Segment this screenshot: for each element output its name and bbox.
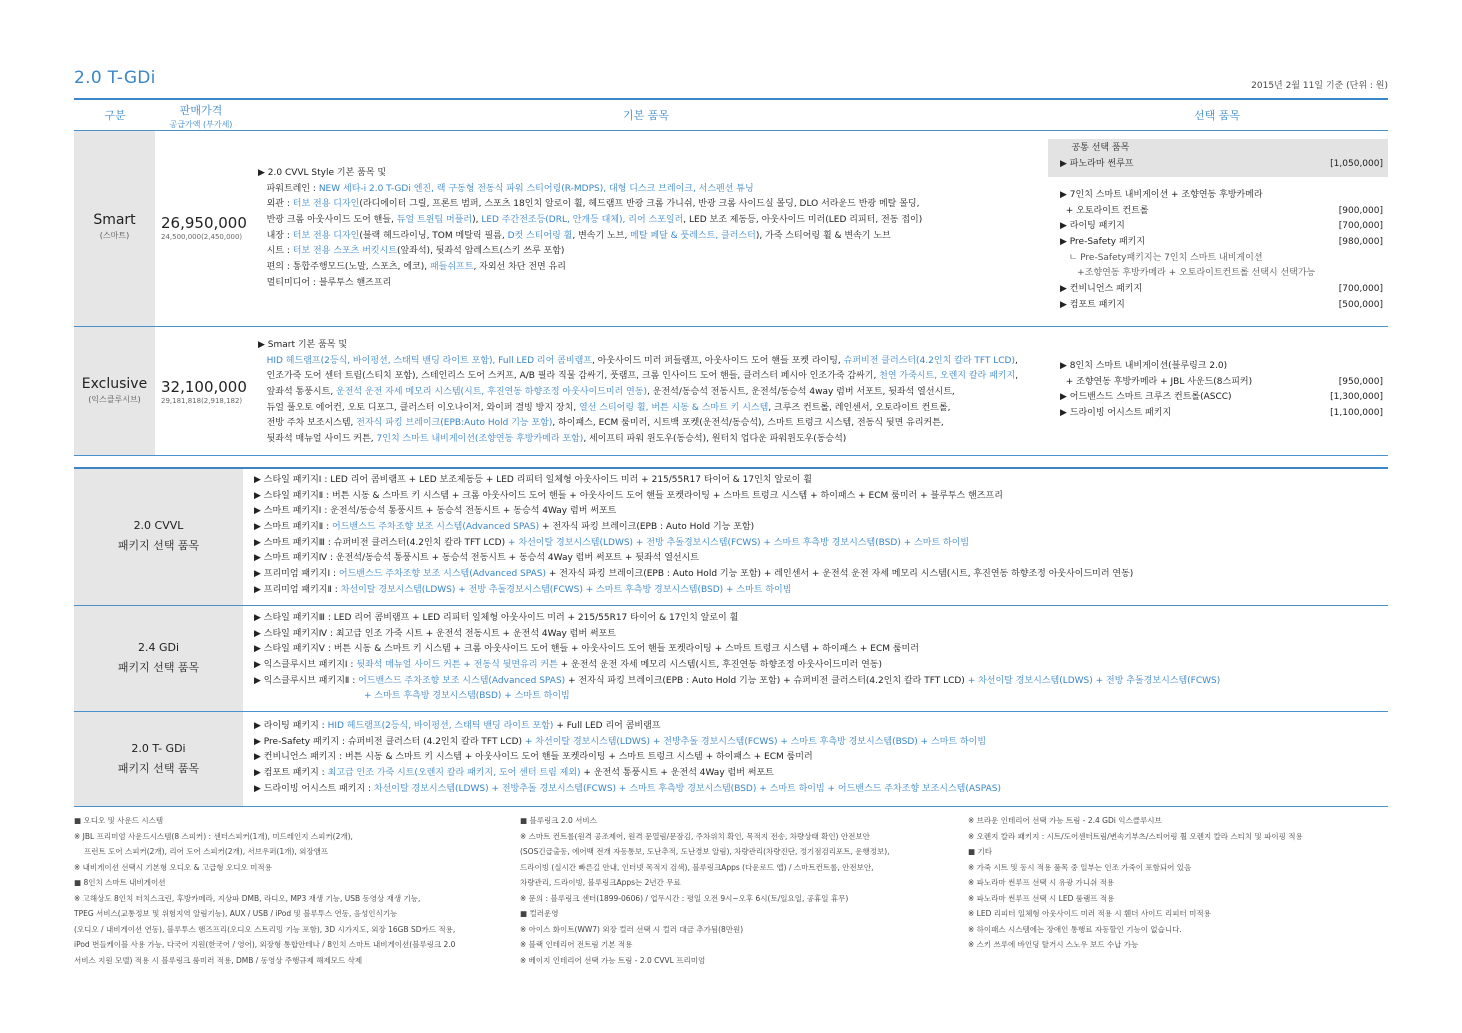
package-item: ▶ 스타일 패키지Ⅲ : LED 리어 콤비램프 + LED 리피터 일체형 아웃사이드 미러 + 215/55R17 타이어 & 17인치 알로이 휠 <box>254 613 739 623</box>
smart-line: 반광 크롬 아웃사이드 도어 핸들, 듀얼 트윈팁 머플러), LED 주간전조등(DRL, 안개등 대체), 리어 스포일러, LED 보조 제동등, 아웃사이드 미러(LED 리피터, 전동 접이) <box>266 215 923 226</box>
smart-line: 시트 : 터보 전용 스포츠 버킷시트(앞좌석), 뒷좌석 암레스트(스키 쓰루 포함) <box>266 246 565 257</box>
option-row: ▶ 드라이빙 어시스트 패키지 [1,100,000] <box>1060 408 1383 419</box>
row-divider <box>74 326 1388 327</box>
exclusive-line: 뒷좌석 매뉴얼 사이드 커튼, 7인치 스마트 내비게이션(조향연동 후방카메라 포함), 세이프티 파워 윈도우(동승석), 원터치 업다운 파워윈도우(동승석) <box>266 434 847 445</box>
exclusive-price <box>161 378 247 405</box>
exclusive-line: HID 헤드램프(2등식, 바이펑션, 스태틱 밴딩 라이트 포함), Full LED 리어 콤비램프, 아웃사이드 미러 퍼들램프, 아웃사이드 도어 핸들 포켓 라이팅, 슈퍼비전 클러스터(4.2인치 칼라 TFT LCD), <box>266 355 1018 366</box>
exclusive-basic-items <box>258 338 1018 448</box>
smart-price-sub: 24,500,000(2,450,000) <box>161 233 243 241</box>
smart-basic-items <box>258 166 922 292</box>
package-bottom-rule <box>74 806 1388 807</box>
header-top-rule <box>74 98 1388 100</box>
package-item: ▶ 스마트 패키지Ⅰ : 운전석/동승석 통풍시트 + 동승석 전동시트 + 동승석 4Way 럼버 써포트 <box>254 506 617 517</box>
header-price-label: 판매가격 <box>179 104 223 117</box>
exclusive-price-value: 32,100,000 <box>161 378 247 396</box>
package-item: ▶ 스타일 패키지Ⅴ : 버튼 시동 & 스마트 키 시스템 + 크롬 아웃사이드 도어 핸들 + 아웃사이드 도어 핸들 포켓라이팅 + 스마트 트렁크 시스템 + 하이패스 + ECM 룸미러 <box>254 644 919 655</box>
header-price <box>156 102 246 130</box>
option-row: ▶ 컴포트 패키지 [500,000] <box>1060 299 1383 310</box>
package-item: ▶ 익스클루시브 패키지Ⅰ : 뒷좌석 매뉴얼 사이드 커튼 + 전동식 뒷면유리 커튼 + 운전석 운전 자세 메모리 시스템(시트, 후진연동 하향조정 아웃사이드미러 연동) <box>254 660 883 671</box>
package-label-cvvl: 2.0 CVVL 패키지 선택 품목 <box>117 519 200 552</box>
package-item: ▶ 라이팅 패키지 : HID 헤드램프(2등식, 바이펑션, 스태틱 밴딩 라이트 포함) + Full LED 리어 콤비램프 <box>254 721 661 731</box>
common-option-price: [1,050,000] <box>1330 158 1383 169</box>
header-basic: 기본 품목 <box>622 109 669 122</box>
option-row: ▶ 컨비니언스 패키지 [700,000] <box>1060 284 1383 295</box>
package-list-cvvl <box>254 473 1133 599</box>
exclusive-options <box>1060 359 1383 422</box>
smart-options <box>1060 188 1383 314</box>
footnotes-col1: ■ 오디오 및 사운드 시스템 ※ JBL 프리미엄 사운드시스템(8 스피커) : 센터스피커(1개), 미드레인지 스피커(2개), 프런트 도어 스피커(2개), 리어 도어 스피커(2개), 서브우퍼(1개), 외장앰프 ※ 내비게이션 선택시 기본형 오디오 & 고급형 오디오 미적용 ■ 8인치 스마트 내비게이션 ※ 고해상도 8인치 터치스크린, 후방카메라, 지상파 DMB, 라디오, MP3 재생 기능, USB 동영상 재생 기능, TPEG 서비스(교통정보 및 위험지역 알림기능), AUX / USB / iPod 및 블루투스 연동, 음성인식기능 (오디오 / 내비게이션 연동), 블루투스 핸즈프리(오디오 스트리밍 기능 포함), 3D 시가지도, 외장 16GB SD카드 적용, iPod 번들케이블 사용 가능, 다국어 지원(한국어 / 영어), 외장형 통합안테나 / 8인치 스마트 내비게이션(블루링크 2.0 서비스 지원 모델) 적용 시 블루링크 룸미러 적용, DMB / 동영상 주행규제 해제모드 삭제 <box>74 816 456 965</box>
option-row: ▶ 8인치 스마트 내비게이션(블루링크 2.0) <box>1060 361 1228 371</box>
package-item: ▶ 컨비니언스 패키지 : 버튼 시동 & 스마트 키 시스템 + 아웃사이드 도어 핸들 포켓라이팅 + 스마트 트렁크 시스템 + 하이패스 + ECM 룸미러 <box>254 752 813 763</box>
exclusive-name-sub: (익스클루시브) <box>88 395 141 404</box>
package-item: ▶ 컴포트 패키지 : 최고급 인조 가죽 시트(오렌지 칼라 패키지, 도어 센터 트림 제외) + 운전석 통풍시트 + 운전석 4Way 럼버 써포트 <box>254 768 774 779</box>
smart-line: 멀티미디어 : 블루투스 핸즈프리 <box>266 277 392 288</box>
package-item: ▶ 프리미엄 패키지Ⅱ : 차선이탈 경보시스템(LDWS) + 전방 추돌경보시스템(FCWS) + 스마트 후측방 경보시스템(BSD) + 스마트 하이빔 <box>254 584 792 595</box>
smart-line: 내장 : 터보 전용 디자인(블랙 헤드라이닝, TOM 메탈릭 필름, D컷 스티어링 휠, 변속기 노브, 메탈 페달 & 풋레스트, 클러스터), 가죽 스티어링 휠 & 변속기 노브 <box>266 230 891 241</box>
package-item: ▶ 스마트 패키지Ⅲ : 슈퍼비전 클러스터(4.2인치 칼라 TFT LCD) + 차선이탈 경보시스템(LDWS) + 전방 추돌경보시스템(FCWS) + 스마트 후측방 경보시스템(BSD) + 스마트 하이빔 <box>254 537 970 548</box>
smart-line: 편의 : 통합주행모드(노말, 스포츠, 에코), 패들쉬프트, 자외선 차단 전면 유리 <box>266 262 566 273</box>
package-item: ▶ 스타일 패키지Ⅱ : 버튼 시동 & 스마트 키 시스템 + 크롬 아웃사이드 도어 핸들 + 아웃사이드 도어 핸들 포켓라이팅 + 스마트 트렁크 시스템 + 하이패스 + ECM 룸미러 + 블루투스 핸즈프리 <box>254 490 1003 501</box>
option-row: ▶ 라이팅 패키지 [700,000] <box>1060 221 1383 232</box>
option-note: ㄴ Pre-Safety패키지는 7인치 스마트 내비게이션 <box>1068 252 1263 263</box>
footnotes-col2: ■ 블루링크 2.0 서비스 ※ 스마트 컨트롤(원격 공조제어, 원격 문열림/문잠김, 주차위치 확인, 목적지 전송, 차량상태 확인) 안전보안 (SOS긴급출동, 에어백 전개 자동통보, 도난추적, 도난경보 알림), 차량관리(차량진단, 정기점검리포트, 운행정보), 드라이빙 (실시간 빠른길 안내, 인터넷 목적지 검색), 블루링크Apps (다운로드 앱) / 스마트컨트롤, 안전보안, 차량관리, 드라이빙, 블루링크Apps는 2년간 무료 ※ 문의 : 블루링크 센터(1899-0606) / 업무시간 : 평일 오전 9시~오후 6시(토/일요일, 공휴일 휴무) ■ 컬러운영 ※ 아이스 화이트(WW7) 외장 컬러 선택 시 컬러 대금 추가됨(8만원) ※ 블랙 인테리어 전트림 기본 적용 ※ 베이지 인테리어 선택 가능 트림 - 2.0 CVVL 프리미엄 <box>520 816 890 965</box>
package-item: ▶ 스마트 패키지Ⅳ : 운전석/동승석 통풍시트 + 동승석 전동시트 + 동승석 4Way 럼버 써포트 + 뒷좌석 열선시트 <box>254 553 699 564</box>
option-row: + 오토라이트 컨트롤 [900,000] <box>1065 205 1383 216</box>
smart-name: Smart <box>93 212 136 228</box>
smart-line: 외관 : 터보 전용 디자인(라디에이터 그릴, 프론트 범퍼, 스포츠 18인치 알로이 휠, 헤드램프 반광 크롬 가니쉬, 반광 크롬 사이드실 몰딩, DLO 서라운드 반광 메탈 몰딩, <box>266 199 920 210</box>
smart-price-value: 26,950,000 <box>161 214 247 232</box>
exclusive-line: 앞좌석 통풍시트, 운전석 운전 자세 메모리 시스템(시트, 후진연동 하향조정 아웃사이드미러 연동), 운전석/동승석 전동시트, 운전석/동승석 4way 럼버 서포트, 뒷좌석 열선시트, <box>266 387 955 398</box>
header-price-sub: 공급가액 (부가세) <box>169 120 233 129</box>
package-label-gdi: 2.4 GDi 패키지 선택 품목 <box>117 641 200 674</box>
option-row: ▶ 7인치 스마트 내비게이션 + 조향연동 후방카메라 <box>1060 190 1263 200</box>
page-title: 2.0 T-GDi <box>74 68 156 88</box>
package-item: ▶ 스타일 패키지Ⅳ : 최고급 인조 가죽 시트 + 운전석 전동시트 + 운전석 4Way 럼버 써포트 <box>254 628 616 639</box>
package-item: ▶ 스마트 패키지Ⅱ : 어드밴스드 주차조향 보조 시스템(Advanced SPAS) + 전자식 파킹 브레이크(EPB : Auto Hold 기능 포함) <box>254 522 755 533</box>
smart-grade <box>74 212 155 241</box>
common-option <box>1060 141 1383 172</box>
smart-line: 파워트레인 : NEW 세타-i 2.0 T-GDi 엔진, 랙 구동형 전동식 파워 스티어링(R-MDPS), 대형 디스크 브레이크, 서스펜션 튜닝 <box>266 183 754 194</box>
package-item: ▶ Pre-Safety 패키지 : 슈퍼비전 클러스터 (4.2인치 칼라 TFT LCD) + 차선이탈 경보시스템(LDWS) + 전방추돌 경보시스템(FCWS) + 스마트 후측방 경보시스템(BSD) + 스마트 하이빔 <box>254 736 987 747</box>
header-bottom-rule <box>74 130 1388 131</box>
exclusive-line: 전방 주차 보조시스템, 전자식 파킹 브레이크(EPB:Auto Hold 기능 포함), 하이패스, ECM 룸미러, 시트백 포켓(운전석/동승석), 스마트 트렁크 시스템, 전동식 뒷면 유리커튼, <box>266 418 944 429</box>
package-item: ▶ 익스클루시브 패키지Ⅱ : 어드밴스드 주차조향 보조 시스템(Advanced SPAS) + 전자식 파킹 브레이크(EPB : Auto Hold 기능 포함) + 슈퍼비전 클러스터(4.2인치 칼라 TFT LCD) + 차선이탈 경보시스템(LDWS) + 전방 추돌경보시스템(FCWS) <box>254 675 1221 686</box>
option-row: ▶ 어드밴스드 스마트 크루즈 컨트롤(ASCC) [1,300,000] <box>1060 392 1383 403</box>
package-list-tgdi <box>254 719 1001 797</box>
package-item: ▶ 프리미엄 패키지Ⅰ : 어드밴스드 주차조향 보조 시스템(Advanced SPAS) + 전자식 파킹 브레이크(EPB : Auto Hold 기능 포함) + 레인센서 + 운전석 운전 자세 메모리 시스템(시트, 후진연동 하향조정 아웃사이드미러 연동) <box>254 569 1134 580</box>
exclusive-line: 듀얼 풀오토 에어컨, 오토 디포그, 클러스터 이오나이저, 와이퍼 결빙 방지 장치, 열선 스티어링 휠, 버튼 시동 & 스마트 키 시스템, 크루즈 컨트롤, 레인센서, 오토라이트 컨트롤, <box>266 402 951 413</box>
exclusive-price-sub: 29,181,818(2,918,182) <box>161 397 243 405</box>
row-divider <box>74 455 1388 456</box>
option-row: + 조향연동 후방카메라 + JBL 사운드(8스피커) [950,000] <box>1065 376 1383 387</box>
row-divider <box>74 711 1388 712</box>
smart-line: ▶ 2.0 CVVL Style 기본 품목 및 <box>258 168 387 178</box>
package-item: + 스마트 후측방 경보시스템(BSD) + 스마트 하이빔 <box>364 691 570 702</box>
exclusive-grade <box>74 376 155 405</box>
smart-name-sub: (스마트) <box>99 231 130 240</box>
common-option-item: ▶ 파노라마 썬루프 [1,050,000] <box>1060 157 1383 173</box>
package-top-rule <box>74 467 1388 469</box>
package-label-tgdi: 2.0 T- GDi 패키지 선택 품목 <box>117 742 200 775</box>
exclusive-line: 인조가죽 도어 센터 트림(스티치 포함), 스테인리스 도어 스커프, A/B 필라 직물 감싸기, 풋램프, 크롬 인사이드 도어 핸들, 클러스터 페시아 인조가죽 감싸기, 천연 가죽시트, 오렌지 칼라 패키지, <box>266 371 1019 382</box>
package-list-gdi <box>254 611 1220 705</box>
option-note: +조향연동 후방카메라 + 오토라이트컨트롤 선택시 선택가능 <box>1077 268 1316 279</box>
option-row: ▶ Pre-Safety 패키지 [980,000] <box>1060 237 1383 248</box>
package-item: ▶ 스타일 패키지Ⅰ : LED 리어 콤비램프 + LED 보조제동등 + LED 리피터 일체형 아웃사이드 미러 + 215/55R17 타이어 & 17인치 알로이 휠 <box>254 475 812 485</box>
exclusive-line: ▶ Smart 기본 품목 및 <box>258 340 348 350</box>
date-note: 2015년 2월 11일 기준 (단위 : 원) <box>1251 81 1388 91</box>
row-divider <box>74 605 1388 606</box>
header-category: 구분 <box>104 109 126 122</box>
footnotes-col3: ※ 브라운 인테리어 선택 가능 트림 - 2.4 GDi 익스클루시브 ※ 오렌지 칼라 패키지 : 시트/도어센터트림/변속기부츠/스티어링 휠 오렌지 칼라 스티치 및 파이핑 적용 ■ 기타 ※ 가죽 시트 및 동시 적용 품목 중 일부는 인조 가죽이 포함되어 있음 ※ 파노라마 썬루프 선택 시 유광 가니쉬 적용 ※ 파노라마 썬루프 선택 시 LED 룸램프 적용 ※ LED 리피터 일체형 아웃사이드 미러 적용 시 휀더 사이드 리피터 미적용 ※ 하이패스 시스템에는 장애인 통행료 자동할인 기능이 없습니다. ※ 스키 쓰루에 바인딩 탈거시 스노우 보드 수납 가능 <box>968 816 1303 949</box>
smart-price <box>161 214 247 241</box>
package-item: ▶ 드라이빙 어시스트 패키지 : 차선이탈 경보시스템(LDWS) + 전방추돌 경보시스템(FCWS) + 스마트 후측방 경보시스템(BSD) + 스마트 하이빔 + 어드밴스드 주차조향 보조시스템(ASPAS) <box>254 783 1001 794</box>
header-option: 선택 품목 <box>1193 109 1240 122</box>
exclusive-name: Exclusive <box>81 376 148 392</box>
common-option-title: 공통 선택 품목 <box>1071 143 1130 153</box>
